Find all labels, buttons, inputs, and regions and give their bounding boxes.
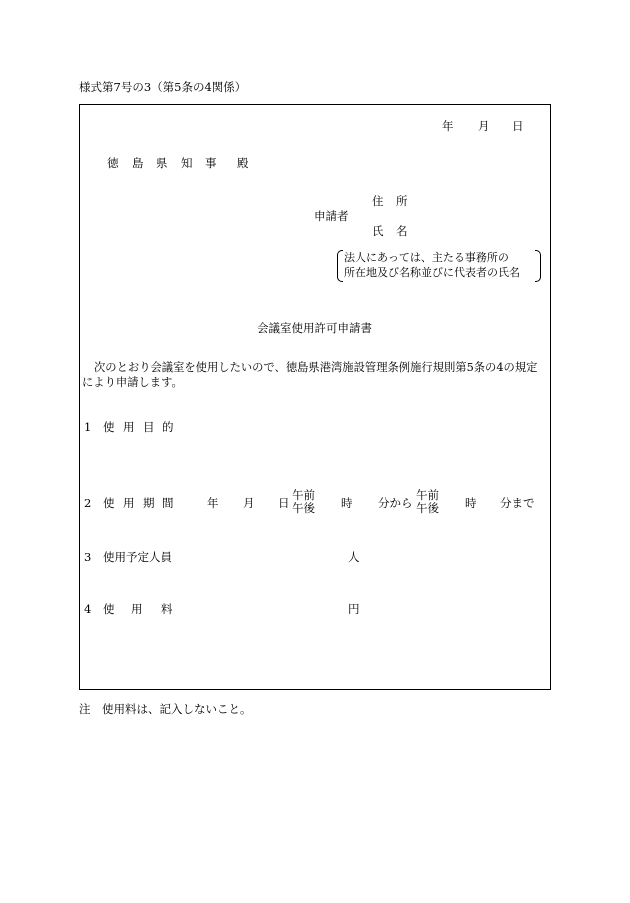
form-number: 様式第7号の3（第5条の4関係）	[79, 80, 247, 94]
purpose-label-char: 目	[143, 420, 155, 434]
people-label: 使用予定人員	[103, 550, 172, 564]
period-day-label: 日	[278, 496, 290, 510]
addressee-char: 島	[132, 156, 144, 170]
addressee-char: 県	[156, 156, 168, 170]
end-ampm	[416, 489, 439, 515]
date-month-label: 月	[478, 119, 490, 133]
fee-label-char: 用	[131, 602, 143, 616]
left-bracket	[337, 250, 343, 282]
period-label-char: 間	[162, 496, 174, 510]
people-unit: 人	[348, 550, 360, 564]
item-number: 2	[84, 496, 92, 510]
period-label-char: 期	[143, 496, 155, 510]
footnote: 注 使用料は、記入しないこと。	[79, 702, 252, 716]
address-label-char: 住	[372, 194, 384, 208]
address-label-char: 所	[396, 194, 408, 208]
body-line2: により申請します。	[82, 376, 183, 389]
period-month-label: 月	[243, 496, 255, 510]
purpose-label-char: 使	[103, 420, 115, 434]
document-title: 会議室使用許可申請書	[257, 321, 372, 335]
date-day-label: 日	[512, 119, 524, 133]
purpose-label-char: 的	[162, 420, 174, 434]
period-year-label: 年	[207, 496, 219, 510]
from-label: 分から	[378, 496, 413, 510]
am-label: 午前	[292, 488, 315, 502]
fee-label-char: 使	[103, 602, 115, 616]
body-line1: 次のとおり会議室を使用したいので、徳島県港湾施設管理条例施行規則第5条の4の規定	[94, 361, 538, 374]
corporate-note-line2: 所在地及び名称並びに代表者の氏名	[344, 266, 520, 279]
form-frame	[79, 104, 551, 690]
am-label: 午前	[416, 488, 439, 502]
name-label-char: 名	[396, 224, 408, 238]
fee-label-char: 料	[161, 602, 173, 616]
addressee-char: 事	[205, 156, 217, 170]
purpose-label-char: 用	[123, 420, 135, 434]
pm-label: 午後	[416, 501, 439, 516]
end-hour-label: 時	[465, 496, 477, 510]
period-label-char: 使	[103, 496, 115, 510]
addressee-char: 殿	[237, 156, 249, 170]
name-label-char: 氏	[372, 224, 384, 238]
addressee-char: 徳	[107, 156, 119, 170]
applicant-label: 申請者	[314, 209, 349, 223]
start-ampm	[292, 489, 315, 515]
item-number: 3	[84, 550, 92, 564]
date-year-label: 年	[442, 119, 454, 133]
fee-unit: 円	[348, 602, 360, 616]
item-number: 1	[84, 420, 92, 434]
addressee-char: 知	[181, 156, 193, 170]
corporate-note-line1: 法人にあっては、主たる事務所の	[344, 251, 509, 264]
until-label: 分まで	[500, 496, 535, 510]
period-label-char: 用	[123, 496, 135, 510]
start-hour-label: 時	[341, 496, 353, 510]
pm-label: 午後	[292, 501, 315, 516]
item-number: 4	[84, 602, 92, 616]
right-bracket	[535, 250, 541, 282]
